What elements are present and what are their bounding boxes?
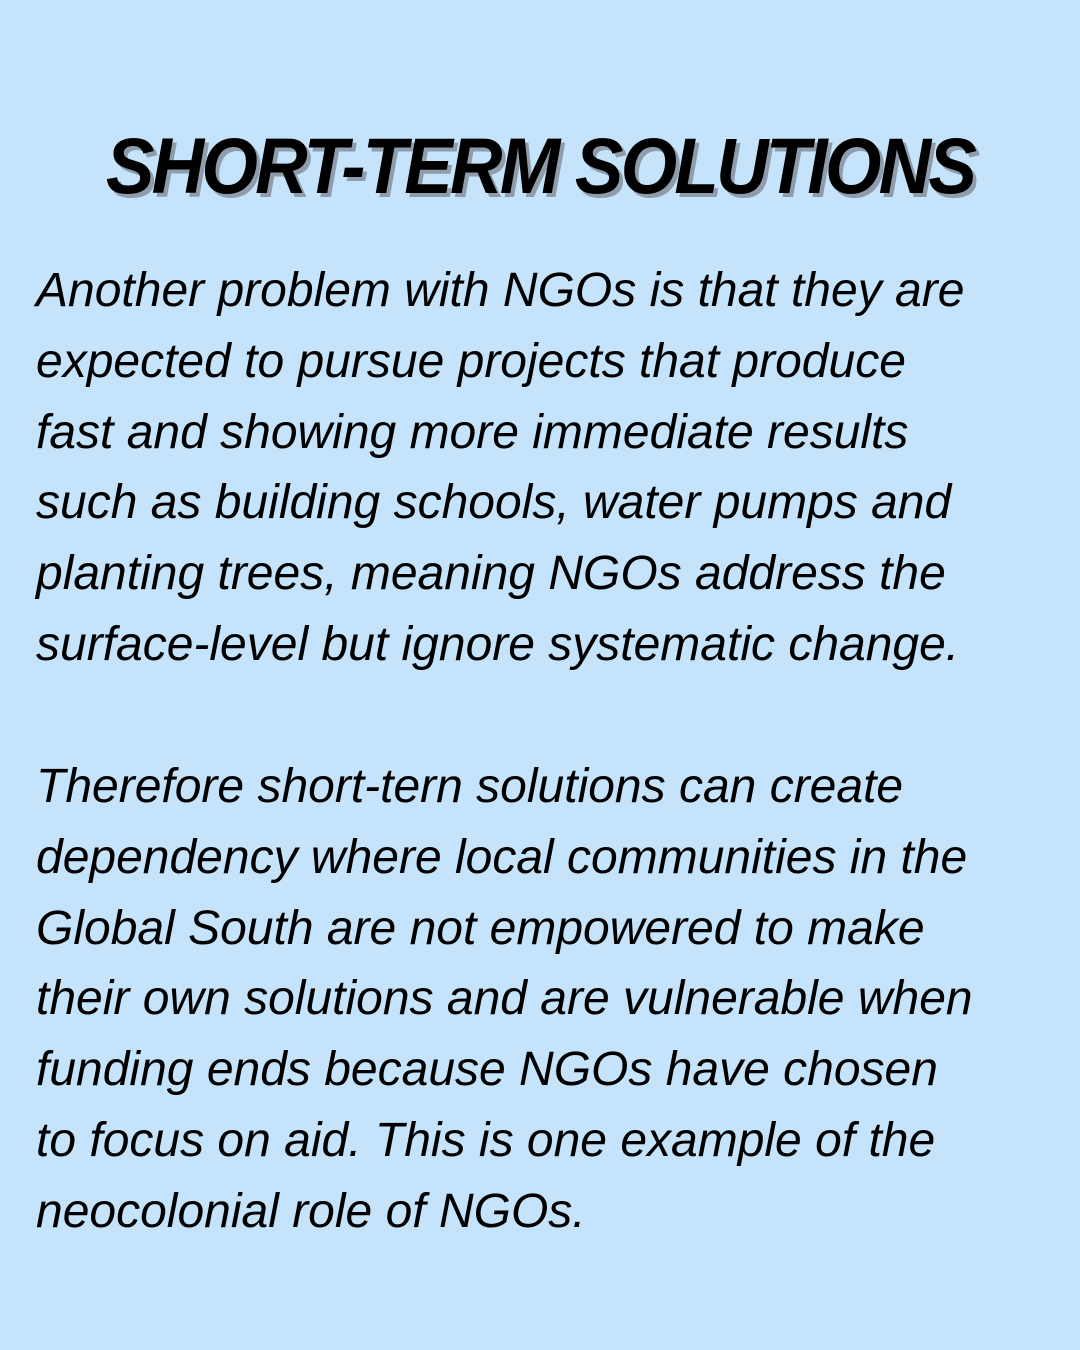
paragraph-line: surface-level but ignore systematic change. (36, 617, 960, 671)
paragraph-dependency (36, 752, 1056, 1248)
paragraph-line: such as building schools, water pumps and (36, 476, 952, 530)
paragraph-line: to focus on aid. This is one example of the (36, 1113, 936, 1167)
paragraph-line: their own solutions and are vulnerable when (36, 972, 973, 1026)
paragraph-short-term-projects (36, 256, 1056, 681)
paragraph-line: Therefore short-tern solutions can create (36, 760, 904, 813)
paragraph-line: funding ends because NGOs have chosen (36, 1043, 938, 1097)
paragraph-line: dependency where local communities in the (36, 830, 968, 884)
paragraph-line: planting trees, meaning NGOs address the (36, 547, 946, 601)
slide-title: SHORT-TERM SOLUTIONS (105, 121, 975, 210)
paragraph-line: Global South are not empowered to make (36, 901, 925, 955)
paragraph-line: expected to pursue projects that produce (36, 334, 906, 388)
paragraph-line: Another problem with NGOs is that they are (36, 264, 965, 317)
paragraph-line: fast and showing more immediate results (36, 405, 909, 459)
paragraph-line: neocolonial role of NGOs. (36, 1184, 586, 1238)
